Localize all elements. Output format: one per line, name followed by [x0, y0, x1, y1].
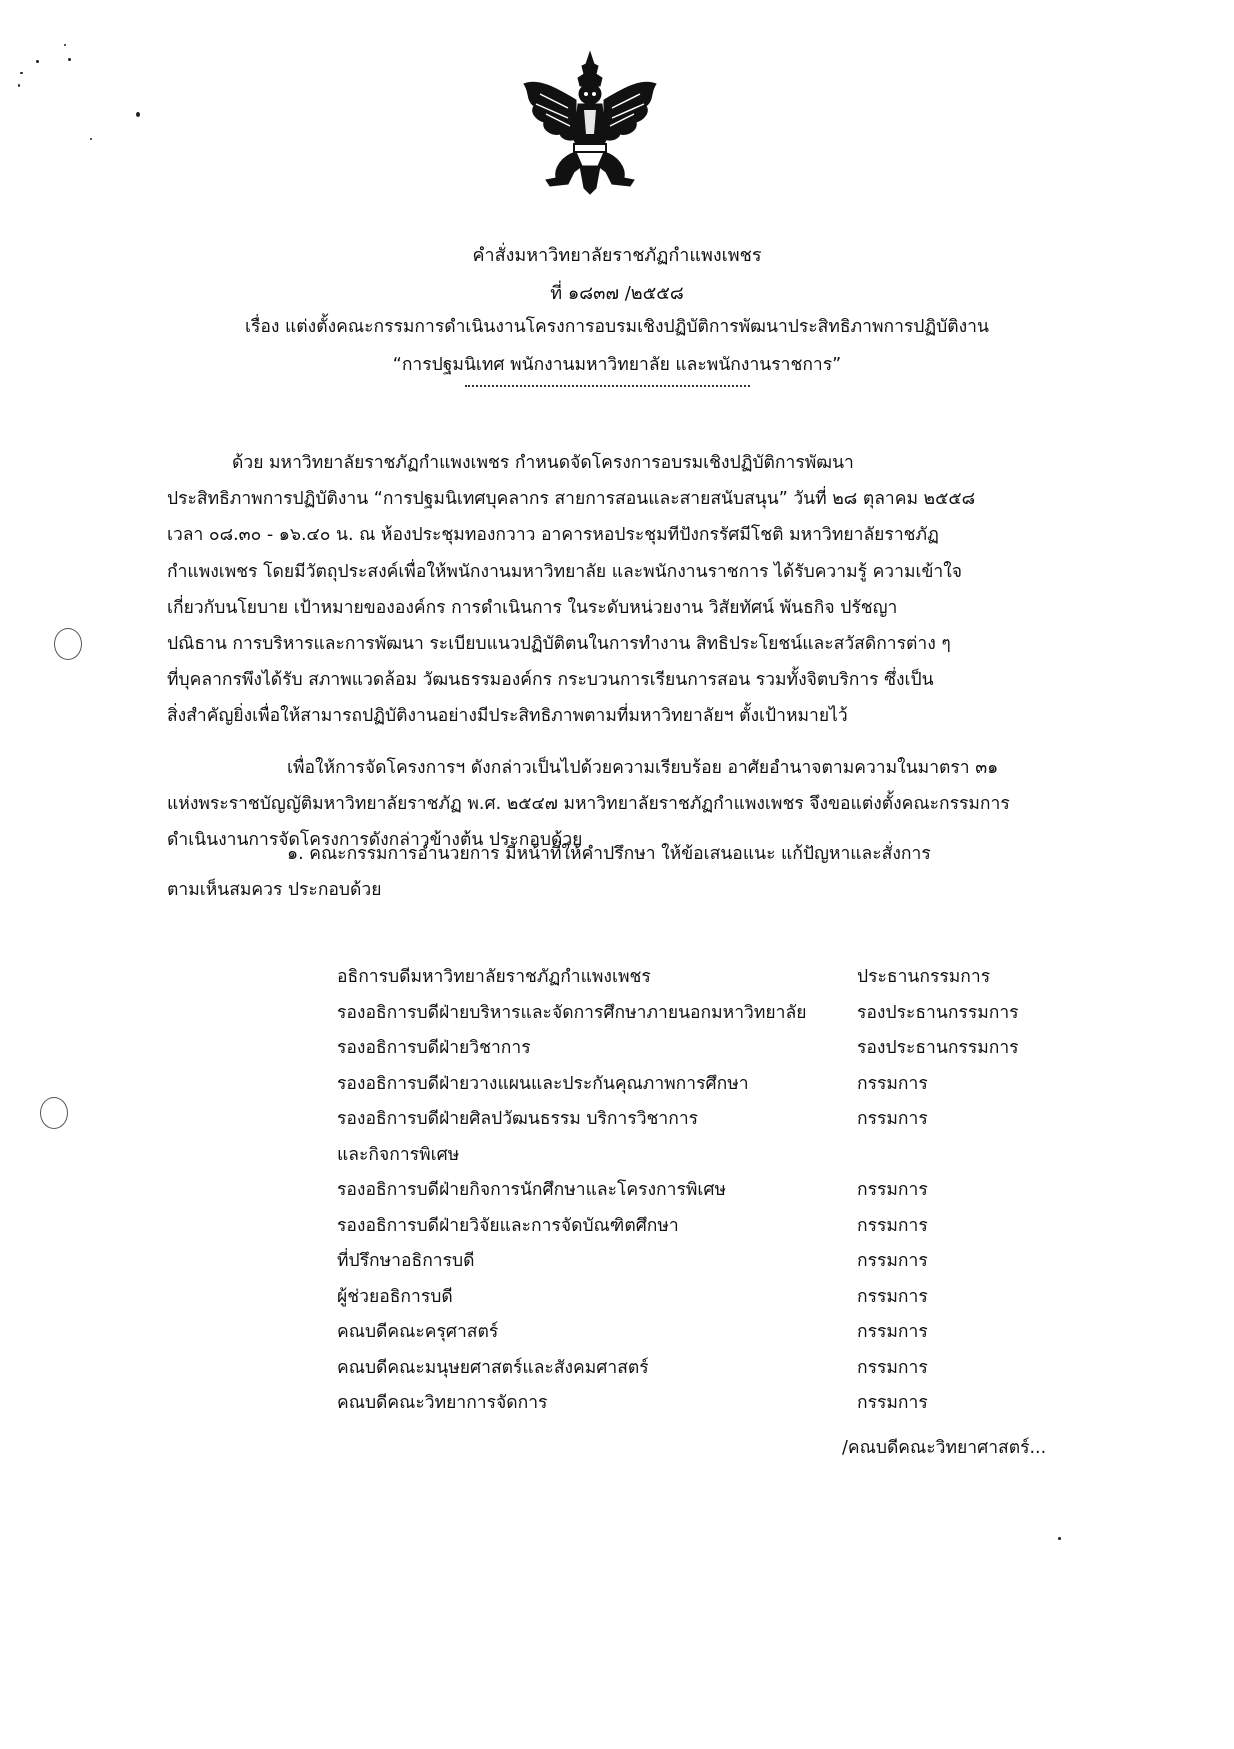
member-role: ประธานกรรมการ: [857, 967, 991, 987]
member-position: ที่ปรึกษาอธิการบดี: [337, 1251, 475, 1271]
scan-speck: [36, 60, 39, 63]
member-role: กรรมการ: [857, 1286, 928, 1307]
committee-row: [337, 1069, 1077, 1105]
text-line: ๑. คณะกรรมการอำนวยการ มีหน้าที่ให้คำปรึกษา ให้ข้อเสนอแนะ แก้ปัญหาและสั่งการ: [287, 844, 931, 864]
text-line: ปณิธาน การบริหารและการพัฒนา ระเบียบแนวปฏิบัติตนในการทำงาน สิทธิประโยชน์และสวัสดิการต่าง ๆ: [167, 634, 951, 655]
committee-row: [337, 1388, 1077, 1424]
member-role: กรรมการ: [857, 1215, 928, 1236]
member-role: กรรมการ: [857, 1322, 928, 1342]
paragraph-committee-heading: [167, 836, 1062, 908]
scan-speck: [1058, 1537, 1061, 1540]
text-line: กำแพงเพชร โดยมีวัตถุประสงค์เพื่อให้พนักงานมหาวิทยาลัย และพนักงานราชการ ได้รับความรู้ ความเข้าใจ: [167, 561, 963, 582]
dotted-divider: [465, 385, 750, 387]
committee-row: [337, 998, 1077, 1034]
text-line: ตามเห็นสมควร ประกอบด้วย: [167, 880, 382, 901]
order-title: คำสั่งมหาวิทยาลัยราชภัฏกำแพงเพชร: [472, 245, 762, 266]
scan-speck: [136, 112, 140, 117]
member-role: กรรมการ: [857, 1073, 928, 1094]
committee-row: [337, 1104, 1077, 1140]
member-position: รองอธิการบดีฝ่ายวิชาการ: [337, 1038, 531, 1058]
text-line: เวลา ๐๘.๓๐ - ๑๖.๔๐ น. ณ ห้องประชุมทองกวาว อาคารหอประชุมทีปังกรรัศมีโชติ มหาวิทยาลัยราชภัฏ: [167, 525, 939, 546]
committee-row: [337, 1140, 1077, 1176]
text-line: ดำเนินงานการจัดโครงการดังกล่าวข้างต้น ประกอบด้วย: [167, 830, 583, 851]
text-line: เกี่ยวกับนโยบาย เป้าหมายขององค์กร การดำเนินการ ในระดับหน่วยงาน วิสัยทัศน์ พันธกิจ ปรัชญา: [167, 597, 898, 618]
member-position: คณบดีคณะครุศาสตร์: [337, 1322, 499, 1342]
scan-speck: [90, 138, 92, 140]
member-role: กรรมการ: [857, 1393, 928, 1413]
member-position: คณบดีคณะวิทยาการจัดการ: [337, 1393, 548, 1413]
member-position: คณบดีคณะมนุษยศาสตร์และสังคมศาสตร์: [337, 1357, 649, 1378]
order-number: ที่ ๑๘๓๗ /๒๕๕๘: [550, 283, 684, 304]
text-line: ที่บุคลากรพึงได้รับ สภาพแวดล้อม วัฒนธรรมองค์กร กระบวนการเรียนการสอน รวมทั้งจิตบริการ ซึ่งเป็น: [167, 670, 934, 691]
scan-speck: [18, 84, 20, 87]
committee-row: [337, 1353, 1077, 1389]
committee-row: [337, 1246, 1077, 1282]
scan-speck: [20, 72, 23, 74]
member-position: และกิจการพิเศษ: [337, 1144, 460, 1165]
continuation-note: /คณบดีคณะวิทยาศาสตร์...: [842, 1438, 1047, 1458]
member-role: กรรมการ: [857, 1251, 928, 1271]
member-role: กรรมการ: [857, 1109, 928, 1129]
member-role: กรรมการ: [857, 1180, 928, 1200]
text-line: ประสิทธิภาพการปฏิบัติงาน “การปฐมนิเทศบุคลากร สายการสอนและสายสนับสนุน” วันที่ ๒๘ ตุลาคม ๒๕๕๘: [167, 489, 976, 510]
member-role: รองประธานกรรมการ: [857, 1038, 1019, 1058]
punch-hole-icon: [40, 1097, 68, 1129]
member-position: อธิการบดีมหาวิทยาลัยราชภัฏกำแพงเพชร: [337, 967, 651, 987]
text-line: ด้วย มหาวิทยาลัยราชภัฏกำแพงเพชร กำหนดจัดโครงการอบรมเชิงปฏิบัติการพัฒนา: [232, 453, 854, 473]
committee-row: [337, 962, 1077, 998]
member-role: รองประธานกรรมการ: [857, 1002, 1019, 1023]
committee-list: [337, 962, 1077, 1424]
member-position: รองอธิการบดีฝ่ายวิจัยและการจัดบัณฑิตศึกษา: [337, 1215, 679, 1236]
member-position: รองอธิการบดีฝ่ายบริหารและจัดการศึกษาภายนอกมหาวิทยาลัย: [337, 1002, 807, 1023]
committee-row: [337, 1317, 1077, 1353]
scan-speck: [64, 44, 66, 46]
committee-row: [337, 1211, 1077, 1247]
member-position: รองอธิการบดีฝ่ายกิจการนักศึกษาและโครงการพิเศษ: [337, 1180, 727, 1200]
punch-hole-icon: [54, 628, 82, 660]
subject-line-1: เรื่อง แต่งตั้งคณะกรรมการดำเนินงานโครงการอบรมเชิงปฏิบัติการพัฒนาประสิทธิภาพการปฏิบัติงาน: [245, 317, 989, 337]
member-position: รองอธิการบดีฝ่ายวางแผนและประกันคุณภาพการศึกษา: [337, 1073, 749, 1094]
member-position: รองอธิการบดีฝ่ายศิลปวัฒนธรรม บริการวิชาการ: [337, 1109, 699, 1129]
scan-speck: [68, 58, 71, 61]
garuda-emblem-icon: [516, 48, 664, 196]
committee-row: [337, 1175, 1077, 1211]
committee-row: [337, 1282, 1077, 1318]
member-role: กรรมการ: [857, 1357, 928, 1378]
member-position: ผู้ช่วยอธิการบดี: [337, 1286, 453, 1307]
committee-row: [337, 1033, 1077, 1069]
text-line: เพื่อให้การจัดโครงการฯ ดังกล่าวเป็นไปด้วยความเรียบร้อย อาศัยอำนาจตามความในมาตรา ๓๑: [287, 758, 999, 778]
text-line: แห่งพระราชบัญญัติมหาวิทยาลัยราชภัฏ พ.ศ. ๒๕๔๗ มหาวิทยาลัยราชภัฏกำแพงเพชร จึงขอแต่งตั้งคณะกรรมการ: [167, 794, 1010, 815]
subject-line-2: “การปฐมนิเทศ พนักงานมหาวิทยาลัย และพนักงานราชการ”: [392, 355, 842, 375]
text-line: สิ่งสำคัญยิ่งเพื่อให้สามารถปฏิบัติงานอย่างมีประสิทธิภาพตามที่มหาวิทยาลัยฯ ตั้งเป้าหมายไว้: [167, 706, 848, 727]
paragraph-intro: [167, 445, 1062, 735]
